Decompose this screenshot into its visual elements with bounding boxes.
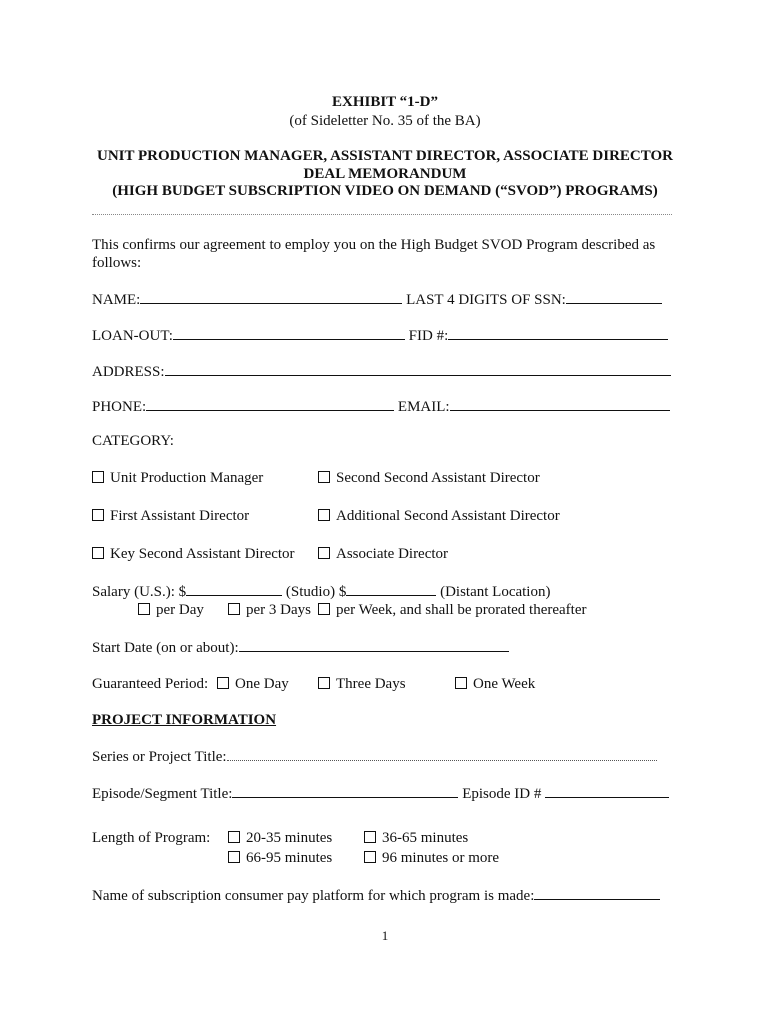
checkbox-icon[interactable] xyxy=(318,603,330,615)
length-36-65-option[interactable]: 36-65 minutes xyxy=(364,830,468,847)
loanout-field[interactable] xyxy=(173,327,405,340)
intro-line1: This confirms our agreement to employ you on the High Budget SVOD Program described as xyxy=(92,237,656,253)
address-field[interactable] xyxy=(165,363,671,376)
email-field[interactable] xyxy=(450,398,670,411)
project-info-heading: PROJECT INFORMATION xyxy=(92,712,277,728)
salary-row xyxy=(92,583,550,601)
episode-title-field[interactable] xyxy=(232,785,458,798)
length-66-95-option[interactable]: 66-95 minutes xyxy=(228,850,332,867)
checkbox-icon[interactable] xyxy=(92,471,104,483)
salary-distant-label: (Distant Location) xyxy=(440,584,551,600)
guaranteed-three-days-option[interactable]: Three Days xyxy=(318,676,406,693)
salary-per-3-days-option[interactable]: per 3 Days xyxy=(228,602,311,619)
checkbox-icon[interactable] xyxy=(228,603,240,615)
address-row xyxy=(92,363,671,381)
checkbox-icon[interactable] xyxy=(364,831,376,843)
fid-label: FID #: xyxy=(408,328,449,344)
category-option-associate-director[interactable]: Associate Director xyxy=(318,546,448,563)
category-label: CATEGORY: xyxy=(92,433,174,449)
checkbox-icon[interactable] xyxy=(318,471,330,483)
guaranteed-period-label: Guaranteed Period: xyxy=(92,676,209,692)
guaranteed-one-day-option[interactable]: One Day xyxy=(217,676,289,693)
category-option-first-ad[interactable]: First Assistant Director xyxy=(92,508,249,525)
platform-row xyxy=(92,887,660,905)
ssn-field[interactable] xyxy=(566,291,662,304)
loanout-row xyxy=(92,327,668,345)
salary-distant-field[interactable] xyxy=(346,583,436,596)
episode-row xyxy=(92,785,669,803)
checkbox-icon[interactable] xyxy=(455,677,467,689)
episode-title-label: Episode/Segment Title: xyxy=(92,786,233,802)
salary-label: Salary (U.S.): $ xyxy=(92,584,187,600)
start-date-row xyxy=(92,639,509,657)
address-label: ADDRESS: xyxy=(92,364,165,380)
name-label: NAME: xyxy=(92,292,141,308)
episode-id-field[interactable] xyxy=(545,785,669,798)
length-label: Length of Program: xyxy=(92,830,211,846)
platform-label: Name of subscription consumer pay platform for which program is made: xyxy=(92,888,535,904)
series-title-field[interactable] xyxy=(227,748,657,761)
checkbox-icon[interactable] xyxy=(318,509,330,521)
name-row xyxy=(92,291,662,309)
checkbox-icon[interactable] xyxy=(318,677,330,689)
checkbox-icon[interactable] xyxy=(228,851,240,863)
phone-label: PHONE: xyxy=(92,399,147,415)
exhibit-title: EXHIBIT “1-D” xyxy=(332,94,438,110)
memo-title-line1: UNIT PRODUCTION MANAGER, ASSISTANT DIRECTOR, ASSOCIATE DIRECTOR xyxy=(97,148,673,164)
category-option-upm[interactable]: Unit Production Manager xyxy=(92,470,263,487)
name-field[interactable] xyxy=(140,291,402,304)
salary-per-week-option[interactable]: per Week, and shall be prorated thereafter xyxy=(318,602,586,619)
checkbox-icon[interactable] xyxy=(318,547,330,559)
phone-row xyxy=(92,398,670,416)
salary-per-day-option[interactable]: per Day xyxy=(138,602,204,619)
header-divider xyxy=(92,214,672,215)
start-date-label: Start Date (on or about): xyxy=(92,640,239,656)
ssn-label: LAST 4 DIGITS OF SSN: xyxy=(406,292,566,308)
page-number: 1 xyxy=(381,928,389,943)
length-20-35-option[interactable]: 20-35 minutes xyxy=(228,830,332,847)
length-96-plus-option[interactable]: 96 minutes or more xyxy=(364,850,499,867)
category-option-key-second-ad[interactable]: Key Second Assistant Director xyxy=(92,546,295,563)
salary-studio-field[interactable] xyxy=(186,583,282,596)
checkbox-icon[interactable] xyxy=(92,509,104,521)
email-label: EMAIL: xyxy=(397,399,450,415)
loanout-label: LOAN-OUT: xyxy=(92,328,173,344)
category-option-second-second-ad[interactable]: Second Second Assistant Director xyxy=(318,470,540,487)
checkbox-icon[interactable] xyxy=(138,603,150,615)
checkbox-icon[interactable] xyxy=(92,547,104,559)
episode-id-label: Episode ID # xyxy=(462,786,542,802)
memo-title-line3: (HIGH BUDGET SUBSCRIPTION VIDEO ON DEMAND (“SVOD”) PROGRAMS) xyxy=(112,183,658,199)
salary-studio-label: (Studio) $ xyxy=(285,584,347,600)
intro-line2: follows: xyxy=(92,255,142,271)
category-option-additional-second-ad[interactable]: Additional Second Assistant Director xyxy=(318,508,560,525)
series-title-row xyxy=(92,748,657,766)
series-title-label: Series or Project Title: xyxy=(92,749,227,765)
fid-field[interactable] xyxy=(448,327,668,340)
phone-field[interactable] xyxy=(146,398,394,411)
platform-field[interactable] xyxy=(534,887,660,900)
sideletter-subtitle: (of Sideletter No. 35 of the BA) xyxy=(289,113,481,129)
guaranteed-one-week-option[interactable]: One Week xyxy=(455,676,535,693)
memo-title-line2: DEAL MEMORANDUM xyxy=(303,166,467,182)
checkbox-icon[interactable] xyxy=(217,677,229,689)
start-date-field[interactable] xyxy=(239,639,509,652)
checkbox-icon[interactable] xyxy=(364,851,376,863)
checkbox-icon[interactable] xyxy=(228,831,240,843)
